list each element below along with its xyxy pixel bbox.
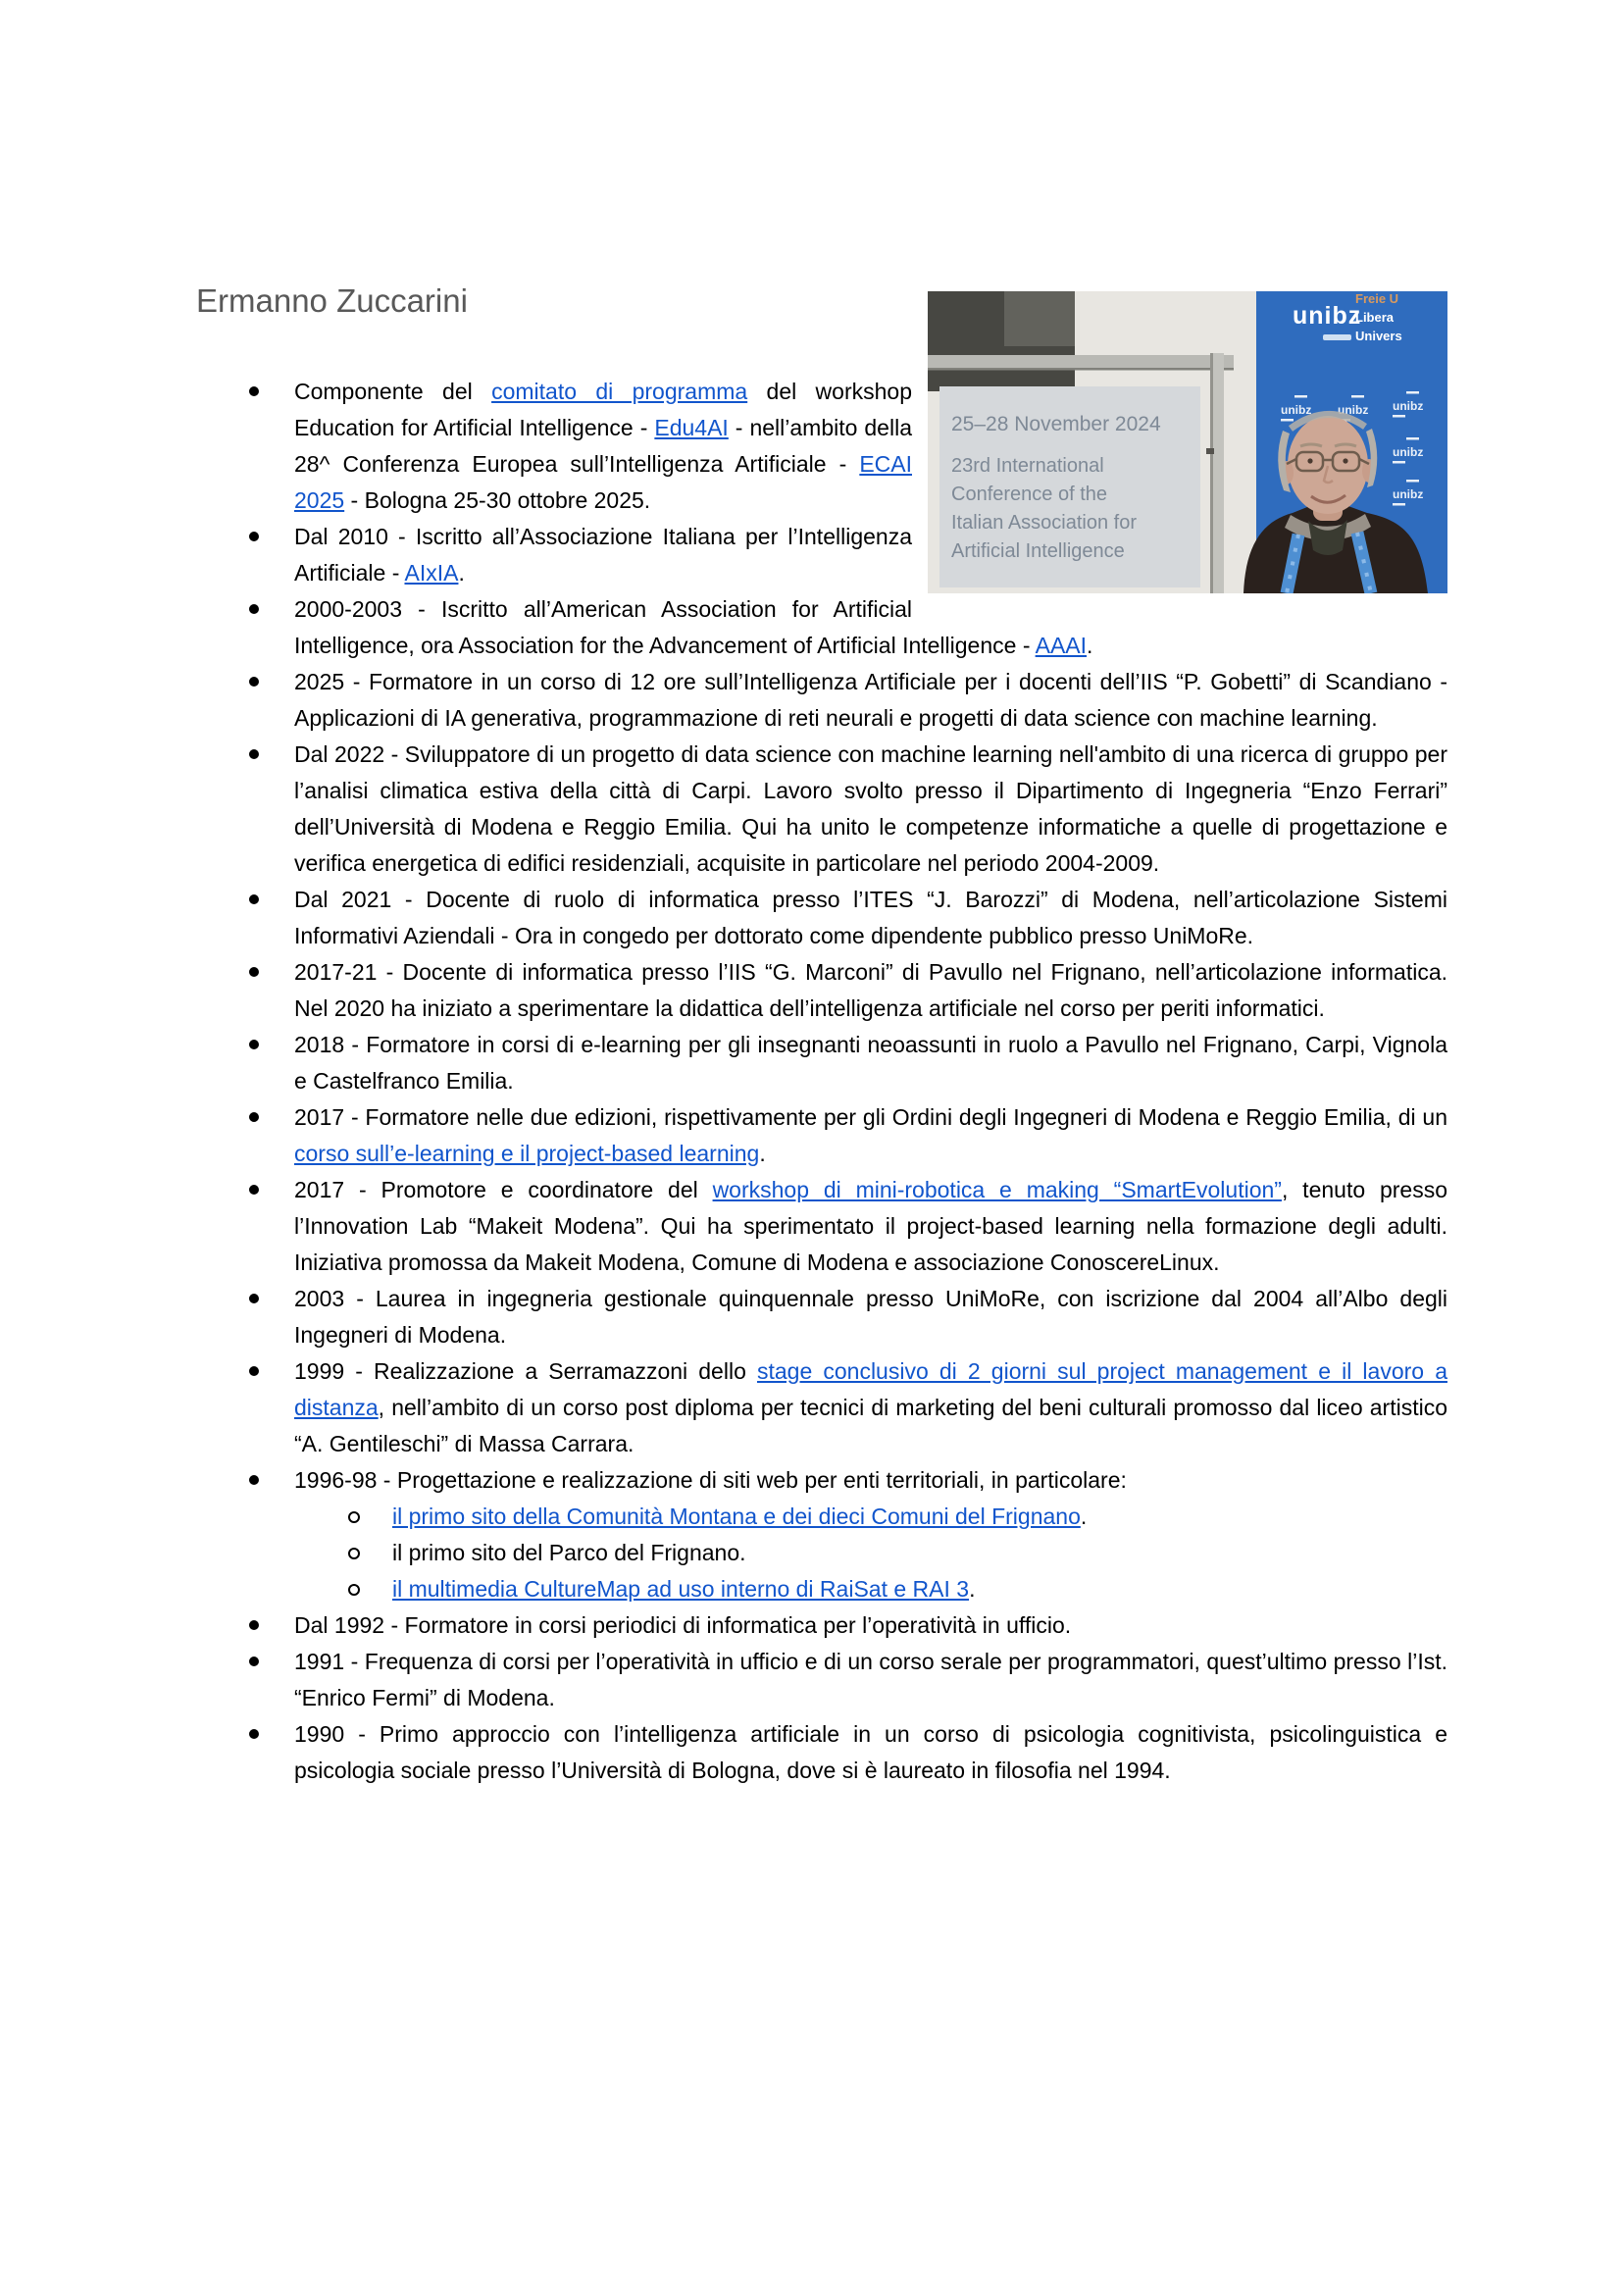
cv-bullet	[294, 664, 1447, 737]
cv-bullet	[294, 1027, 1447, 1099]
text-run: 2025 - Formatore in un corso di 12 ore sull’Intelligenza Artificiale per i docenti dell’IIS “P. Gobetti” di Scandiano - Applicazioni di IA generativa, programmazione di reti neurali e progetti di data science con machine learning.	[294, 669, 1447, 731]
inline-link[interactable]: il multimedia CultureMap ad uso interno di RaiSat e RAI 3	[392, 1576, 970, 1602]
svg-text:unibz: unibz	[1393, 445, 1424, 459]
cv-bullet	[294, 1281, 1447, 1353]
text-run: 2000-2003 - Iscritto all’American Association for Artificial Intelligence, ora Association for the Advancement of Artificial Intelligence -	[294, 596, 1036, 658]
cv-bullet	[294, 374, 1447, 519]
text-run: del workshop Education for Artificial Intelligence -	[294, 379, 912, 440]
unibz-logo-dash	[1323, 334, 1351, 340]
text-run: il primo sito del Parco del Frignano.	[392, 1540, 746, 1565]
poster-line-2: 23rd International	[951, 455, 1104, 477]
cv-list	[196, 374, 1447, 1789]
cv-sub-bullet	[392, 1571, 1447, 1607]
cv-bullet	[294, 519, 1447, 591]
unibz-logo-text: unibz	[1293, 302, 1362, 330]
board-frame-bar-shadow	[928, 368, 1234, 371]
inline-link[interactable]: comitato di programma	[491, 379, 748, 404]
banner-corner-line-3: Univers	[1355, 329, 1402, 343]
text-run: .	[969, 1576, 976, 1602]
text-run: - nell’ambito della 28^ Conferenza Europea sull’Intelligenza Artificiale -	[294, 415, 912, 477]
svg-text:unibz: unibz	[1338, 403, 1369, 417]
cv-bullet	[294, 737, 1447, 882]
text-run: .	[759, 1141, 766, 1166]
inline-link[interactable]: AIxIA	[404, 560, 459, 586]
text-run: .	[1087, 633, 1093, 658]
banner-corner-line-2: Libera	[1355, 310, 1395, 325]
text-run: Componente del	[294, 379, 492, 404]
text-run: 2017 - Promotore e coordinatore del	[294, 1177, 713, 1202]
inline-link[interactable]: ECAI 2025	[294, 451, 912, 513]
text-run: Dal 2022 - Sviluppatore di un progetto di data science con machine learning nell'ambito di una ricerca di gruppo per l’analisi climatica estiva della città di Carpi. Lavoro svolto presso il Dipartimento di Ingegneria “Enzo Ferrari” dell’Università di Modena e Reggio Emilia. Qui ha unito le competenze informatiche a quelle di progettazione e verifica energetica di edifici residenziali, acquisite in particolare nel periodo 2004-2009.	[294, 741, 1447, 876]
cv-sublist	[294, 1499, 1447, 1607]
inline-link[interactable]: workshop di mini-robotica e making “SmartEvolution”	[712, 1177, 1282, 1202]
inline-link[interactable]: il primo sito della Comunità Montana e dei dieci Comuni del Frignano	[392, 1504, 1081, 1529]
text-run: 1990 - Primo approccio con l’intelligenza artificiale in un corso di psicologia cognitivista, psicolinguistica e psicologia sociale presso l’Università di Bologna, dove si è laureato in filosofia nel 1994.	[294, 1721, 1447, 1783]
inline-link[interactable]: Edu4AI	[654, 415, 729, 440]
cv-sub-bullet	[392, 1535, 1447, 1571]
inline-link[interactable]: stage conclusivo di 2 giorni sul project management e il lavoro a distanza	[294, 1358, 1447, 1420]
svg-text:unibz: unibz	[1393, 487, 1424, 501]
text-run: Dal 2010 - Iscritto all’Associazione Italiana per l’Intelligenza Artificiale -	[294, 524, 912, 586]
cv-bullet	[294, 591, 1447, 664]
svg-text:unibz: unibz	[1281, 403, 1312, 417]
banner-corner-line-1: Freie U	[1355, 291, 1399, 306]
inline-link[interactable]: corso sull’e-learning e il project-based learning	[294, 1141, 760, 1166]
text-run: 2018 - Formatore in corsi di e-learning per gli insegnanti neoassunti in ruolo a Pavullo nel Frignano, Carpi, Vignola e Castelfranco Emilia.	[294, 1032, 1447, 1094]
poster-date-line: 25–28 November 2024	[951, 413, 1161, 435]
text-run: Dal 2021 - Docente di ruolo di informatica presso l’ITES “J. Barozzi” di Modena, nell’articolazione Sistemi Informativi Aziendali - Ora in congedo per dottorato come dipendente pubblico presso UniMoRe.	[294, 887, 1447, 948]
cv-bullet	[294, 1462, 1447, 1607]
poster-line-3: Conference of the	[951, 484, 1107, 505]
text-run: , tenuto presso l’Innovation Lab “Makeit Modena”. Qui ha sperimentato il project-based learning nella formazione degli adulti. Iniziativa promossa da Makeit Modena, Comune di Modena e associazione ConoscereLinux.	[294, 1177, 1447, 1275]
cv-bullet	[294, 1716, 1447, 1789]
inline-link[interactable]: AAAI	[1035, 633, 1088, 658]
board-frame-bar	[928, 355, 1234, 368]
text-run: 2017-21 - Docente di informatica presso l’IIS “G. Marconi” di Pavullo nel Frignano, nell’articolazione informatica. Nel 2020 ha iniziato a sperimentare la didattica dell’intelligenza artificiale nel corso per periti informatici.	[294, 959, 1447, 1021]
svg-text:unibz: unibz	[1393, 399, 1424, 413]
cv-bullet	[294, 1353, 1447, 1462]
text-run: .	[1080, 1504, 1088, 1529]
text-run: , nell’ambito di un corso post diploma per tecnici di marketing del beni culturali promosso dal liceo artistico “A. Gentileschi” di Massa Carrara.	[294, 1395, 1447, 1456]
document-title: Ermanno Zuccarini	[196, 282, 468, 319]
photo-dark-panel-light	[1004, 291, 1075, 346]
text-run: 1999 - Realizzazione a Serramazzoni dello	[294, 1358, 757, 1384]
document-body	[196, 280, 1447, 1789]
text-run: Dal 1992 - Formatore in corsi periodici di informatica per l’operatività in ufficio.	[294, 1612, 1072, 1638]
cv-bullet	[294, 1644, 1447, 1716]
text-run: 1991 - Frequenza di corsi per l’operatività in ufficio e di un corso serale per programmatori, quest’ultimo presso l’Ist. “Enrico Fermi” di Modena.	[294, 1649, 1447, 1710]
text-run: .	[458, 560, 465, 586]
poster-line-5: Artificial Intelligence	[951, 540, 1125, 562]
cv-bullet	[294, 882, 1447, 954]
text-run: 2003 - Laurea in ingegneria gestionale quinquennale presso UniMoRe, con iscrizione dal 2004 all’Albo degli Ingegneri di Modena.	[294, 1286, 1447, 1348]
cv-bullet	[294, 1607, 1447, 1644]
text-run: 2017 - Formatore nelle due edizioni, rispettivamente per gli Ordini degli Ingegneri di Modena e Reggio Emilia, di un	[294, 1104, 1447, 1130]
poster-line-4: Italian Association for	[951, 512, 1137, 534]
cv-bullet	[294, 954, 1447, 1027]
text-run: - Bologna 25-30 ottobre 2025.	[344, 487, 651, 513]
text-run: 1996-98 - Progettazione e realizzazione di siti web per enti territoriali, in particolare:	[294, 1467, 1127, 1493]
cv-sub-bullet	[392, 1499, 1447, 1535]
cv-bullet	[294, 1172, 1447, 1281]
cv-bullet	[294, 1099, 1447, 1172]
